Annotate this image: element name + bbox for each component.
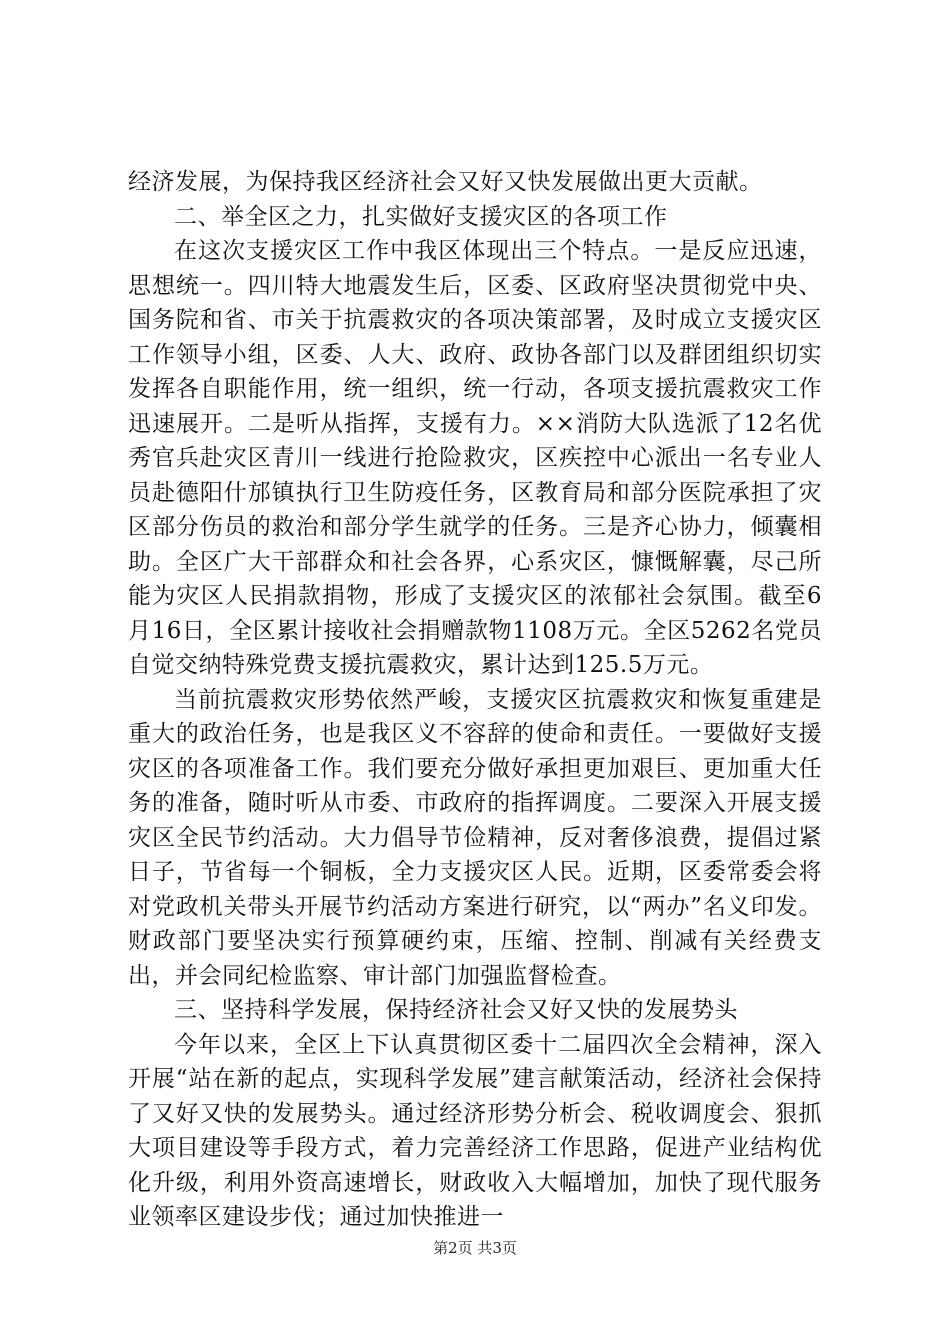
section-heading-3: 三、坚持科学发展，保持经济社会又好又快的发展势头 [174, 997, 738, 1023]
section-heading-2: 二、举全区之力，扎实做好支援灾区的各项工作 [174, 203, 668, 230]
paragraph-continuation: 经济发展，为保持我区经济社会又好又快发展做出更大贡献。 [128, 169, 763, 195]
document-body [128, 165, 822, 1235]
paragraph-disaster-relief-features: 在这次支援灾区工作中我区体现出三个特点。一是反应迅速，思想统一。四川特大地震发生后，区委、区政府坚决贯彻党中央、国务院和省、市关于抗震救灾的各项决策部署，及时成立支援灾区工作领导小组，区委、人大、政府、政协各部门以及群团组织切实发挥各自职能作用，统一组织，统一行动，各项支援抗震救灾工作迅速展开。二是听从指挥，支援有力。××消防大队选派了12名优秀官兵赴灾区青川一线进行抢险救灾，区疾控中心派出一名专业人员赴德阳什邡镇执行卫生防疫任务，区教育局和部分医院承担了灾区部分伤员的救治和部分学生就学的任务。三是齐心协力，倾囊相助。全区广大干部群众和社会各界，心系灾区，慷慨解囊，尽己所能为灾区人民捐款捐物，形成了支援灾区的浓郁社会氛围。截至6月16日，全区累计接收社会捐赠款物1108万元。全区5262名党员自觉交纳特殊党费支援抗震救灾，累计达到125.5万元。 [128, 238, 822, 678]
paragraph-scientific-development: 今年以来，全区上下认真贯彻区委十二届四次全会精神，深入开展“站在新的起点，实现科学发展”建言献策活动，经济社会保持了又好又快的发展势头。通过经济形势分析会、税收调度会、狠抓大项目建设等手段方式，着力完善经济工作思路，促进产业结构优化升级，利用外资高速增长，财政收入大幅增加，加快了现代服务业领率区建设步伐；通过加快推进一 [128, 1031, 822, 1230]
page-number-footer: 第2页 共3页 [433, 1239, 517, 1257]
paragraph-current-situation: 当前抗震救灾形势依然严峻，支援灾区抗震救灾和恢复重建是重大的政治任务，也是我区义不容辞的使命和责任。一要做好支援灾区的各项准备工作。我们要充分做好承担更加艰巨、更加重大任务的准备，随时听从市委、市政府的指挥调度。二要深入开展支援灾区全民节约活动。大力倡导节俭精神，反对奢侈浪费，提倡过紧日子，节省每一个铜板，全力支援灾区人民。近期，区委常委会将对党政机关带头开展节约活动方案进行研究，以“两办”名义印发。财政部门要坚决实行预算硬约束，压缩、控制、削减有关经费支出，并会同纪检监察、审计部门加强监督检查。 [128, 686, 822, 989]
